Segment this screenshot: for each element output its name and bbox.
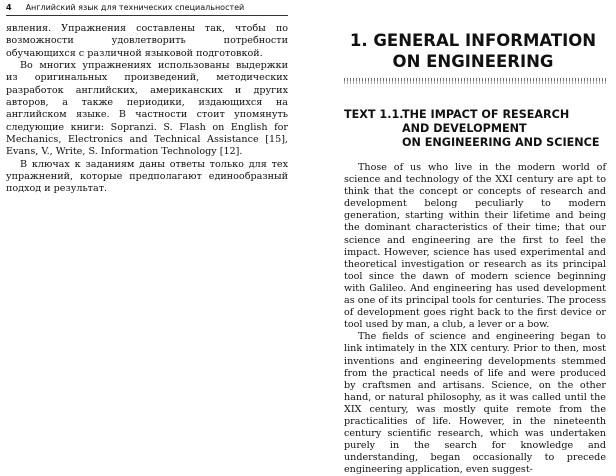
right-paragraph-2: The fields of science and engineering began to link intimately in the XIX century. Prior to then, most inventions and engineering developments stemmed from the practical needs of life and were produced by craftsmen and artisans. Science, on the other hand, or natural philosophy, as it was called until the XIX century, was mostly quite remote from the practicalities of life. However, in the nineteenth century scientific research, which was undertaken purely in the search for knowledge and understanding, began occasionally to precede engineering application, even suggest- bbox=[344, 331, 606, 476]
chapter-title-line-1: 1. GENERAL INFORMATION bbox=[349, 31, 597, 50]
left-paragraph-3: В ключах к заданиям даны ответы только для тех упражнений, которые предполагают единообразный подход и результат. bbox=[6, 158, 288, 195]
left-page-body bbox=[6, 23, 288, 196]
section-title-line-2: AND DEVELOPMENT bbox=[402, 122, 527, 135]
running-header-title: Английский язык для технических специальностей bbox=[25, 3, 245, 12]
right-page-body bbox=[344, 162, 606, 476]
chapter-title-line-2: ON ENGINEERING bbox=[392, 52, 554, 71]
left-paragraph-2: Во многих упражнениях использованы выдержки из оригинальных произведений, методических разработок английских, американских и других авторов, а также периодики, издающихся на английском языке. В частности стоит упомянуть следующие книги: Sopranzi. S. Flash on English for Mechanics, Electronics and Technical Assistance [15], Evans, V., Write, S. Information Technology [12]. bbox=[6, 60, 288, 158]
header-rule bbox=[6, 15, 288, 16]
page-number: 4 bbox=[6, 3, 12, 12]
right-paragraph-1: Those of us who live in the modern world of science and technology of the XXI century are apt to think that the concept or concepts of research and development belong peculiarly to modern generation, starting within their lifetime and being the dominant characteristics of their time; that our science and engineering are the first to feel the impact. However, science has used experimental and theoretical investigation or research as its principal tool since the dawn of modern science beginning with Galileo. And engineering has used development as one of its principal tools for centuries. The process of development goes right back to the first device or tool used by man, a club, a lever or a bow. bbox=[344, 162, 606, 331]
right-page bbox=[330, 0, 616, 476]
section-heading bbox=[344, 108, 606, 150]
section-number: TEXT 1.1. bbox=[344, 108, 404, 121]
left-page bbox=[0, 0, 300, 464]
decorative-divider-shadow bbox=[344, 81, 606, 84]
left-paragraph-1: явления. Упражнения составлены так, чтобы по возможности удовлетворить потребности обучающихся с различной языковой подготовкой. bbox=[6, 23, 288, 59]
section-title-line-1: THE IMPACT OF RESEARCH bbox=[402, 108, 570, 121]
chapter-title bbox=[342, 30, 604, 72]
running-header bbox=[6, 3, 288, 13]
section-title-line-3: ON ENGINEERING AND SCIENCE bbox=[402, 136, 600, 149]
